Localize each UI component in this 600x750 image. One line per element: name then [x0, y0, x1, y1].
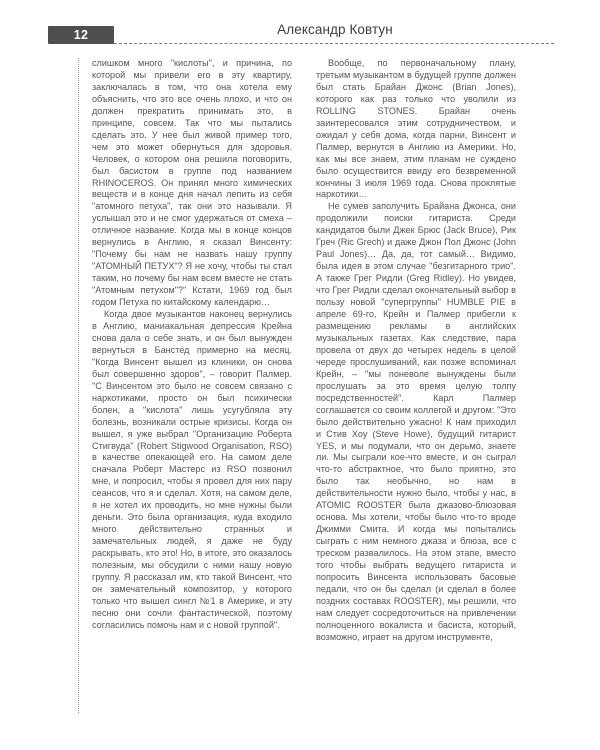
text-columns	[92, 58, 516, 718]
header-dashed-rule	[114, 43, 554, 44]
margin-dotted-rule	[78, 58, 79, 713]
paragraph: Вообще, по первоначальному плану, третьим музыкантом в будущей группе должен был стать Брайан Джонс (Brian Jones), которого как раз только что уволили из ROLLING STONES. Брайан очень заинтересовался этим сотрудничеством, и ожидал у себя дома, когда парни, Винсент и Палмер, вернутся в Англию из Америки. Но, как мы все знаем, этим планам не суждено было осуществится ввиду его безвременной кончины 3 июля 1969 года. Снова проклятые наркотики…	[316, 58, 516, 200]
page-number-box	[48, 26, 114, 44]
column-right	[316, 58, 516, 718]
paragraph: слишком много "кислоты", и причина, по которой мы привели его в эту квартиру, заключалась в том, что она хотела ему объяснить, что это все очень плохо, и что он должен прекратить принимать это, в принципе, совсем. Так что мы пытались сделать это. У нее был живой пример того, чем это может обернуться для здоровья. Человек, о котором она решила поговорить, был басистом в группе под названием RHINOCEROS. Он принял много химических веществ и в конце дня начал лепить из себя "атомного петуха", так они это называли. Я услышал это и не смог удержаться от смеха – отличное название. Когда мы в конце концов вернулись в Англию, я сказал Винсенту: "Почему бы нам не назвать нашу группу "АТОМНЫЙ ПЕТУХ"? Я не хочу, чтобы ты стал таким, но почему бы нам всем вместе не стать "Атомным петухом"?" Кстати, 1969 год был годом Петуха по китайскому календарю…	[92, 58, 292, 308]
column-left	[92, 58, 292, 718]
running-title: Александр Ковтун	[277, 22, 393, 37]
paragraph: Не сумев заполучить Брайана Джонса, они продолжили поиски гитариста. Среди кандидатов были Джек Брюс (Jack Bruce), Рик Греч (Ric Grech) и даже Джон Пол Джонс (John Paul Jones)… Да, да, тот самый… Видимо, была идея в этом случае "безгитарного трио". А также Грег Ридли (Greg Ridley). Но увидев, что Грег Ридли сделал окончательный выбор в пользу новой "супергруппы" HUMBLE PIE в апреле 69-го, Крейн и Палмер прибегли к размещению рекламы в английских музыкальных газетах. Как следствие, пара провела от двух до четырех недель в целой череде прослушиваний, как позже вспоминал Крейн, – "мы поневоле вынуждены были прослушать за это время целую толпу посредственностей". Карл Палмер соглашается со своим коллегой и другом: "Это было действительно ужасно! К нам приходил и Стив Хоу (Steve Howe), будущий гитарист YES, и мы подумали, что он дерьмо, знаете ли. Мы сыграли кое-что вместе, и он сыграл что-то абстрактное, что было приятно, это было так необычно, но нам в действительности нужно было, чтобы у нас, в ATOMIC ROOSTER была джазово-блюзовая основа. Мы хотели, чтобы было что-то вроде Джимми Смита. И когда мы попытались сыграть с ним немного джаза и блюза, все с треском развалилось. На этом этапе, вместо того чтобы выбрать ведущего гитариста и попросить Винсента использовать басовые педали, что он бы сделал (и сделал в более поздних составах ROOSTER), мы решили, что нам следует сосредоточиться на привлечении полноценного вокалиста и басиста, который, возможно, играет на другом инструменте,	[316, 201, 516, 642]
page-number: 12	[73, 28, 89, 42]
running-header	[0, 22, 600, 48]
paragraph: Когда двое музыкантов наконец вернулись в Англию, маниакальная депрессия Крейна снова дала о себе знать, и он был вынужден вернуться в Банстед примерно на месяц. "Когда Винсент вышел из клиники, он снова был совершенно здоров", – говорит Палмер. "С Винсентом это было не совсем связано с наркотиками, просто он был психически болен, а "кислота" лишь усугубляла эту болезнь, возникали острые кризисы. Когда он вышел, я уже выбрал "Организацию Роберта Стигвуда" (Robert Stigwood Organisation, RSO) в качестве опекающей его. На самом деле сначала Роберт Мастерс из RSO позвонил мне, и попросил, чтобы я провел для них пару сеансов, что я и сделал. Хотя, на самом деле, я не хотел их проводить, но мне нужны были деньги. Это была организация, куда входило много действительно странных и замечательных людей, я даже не буду раскрывать, кто это! Но, в итоге, это оказалось полезным, мы обсудили с ними нашу новую группу. Я рассказал им, кто такой Винсент, что он замечательный композитор, у которого только что вышел сингл №1 в Америке, и эту песню они сочли фантастической, поэтому согласились помочь нам и с новой группой".	[92, 309, 292, 630]
